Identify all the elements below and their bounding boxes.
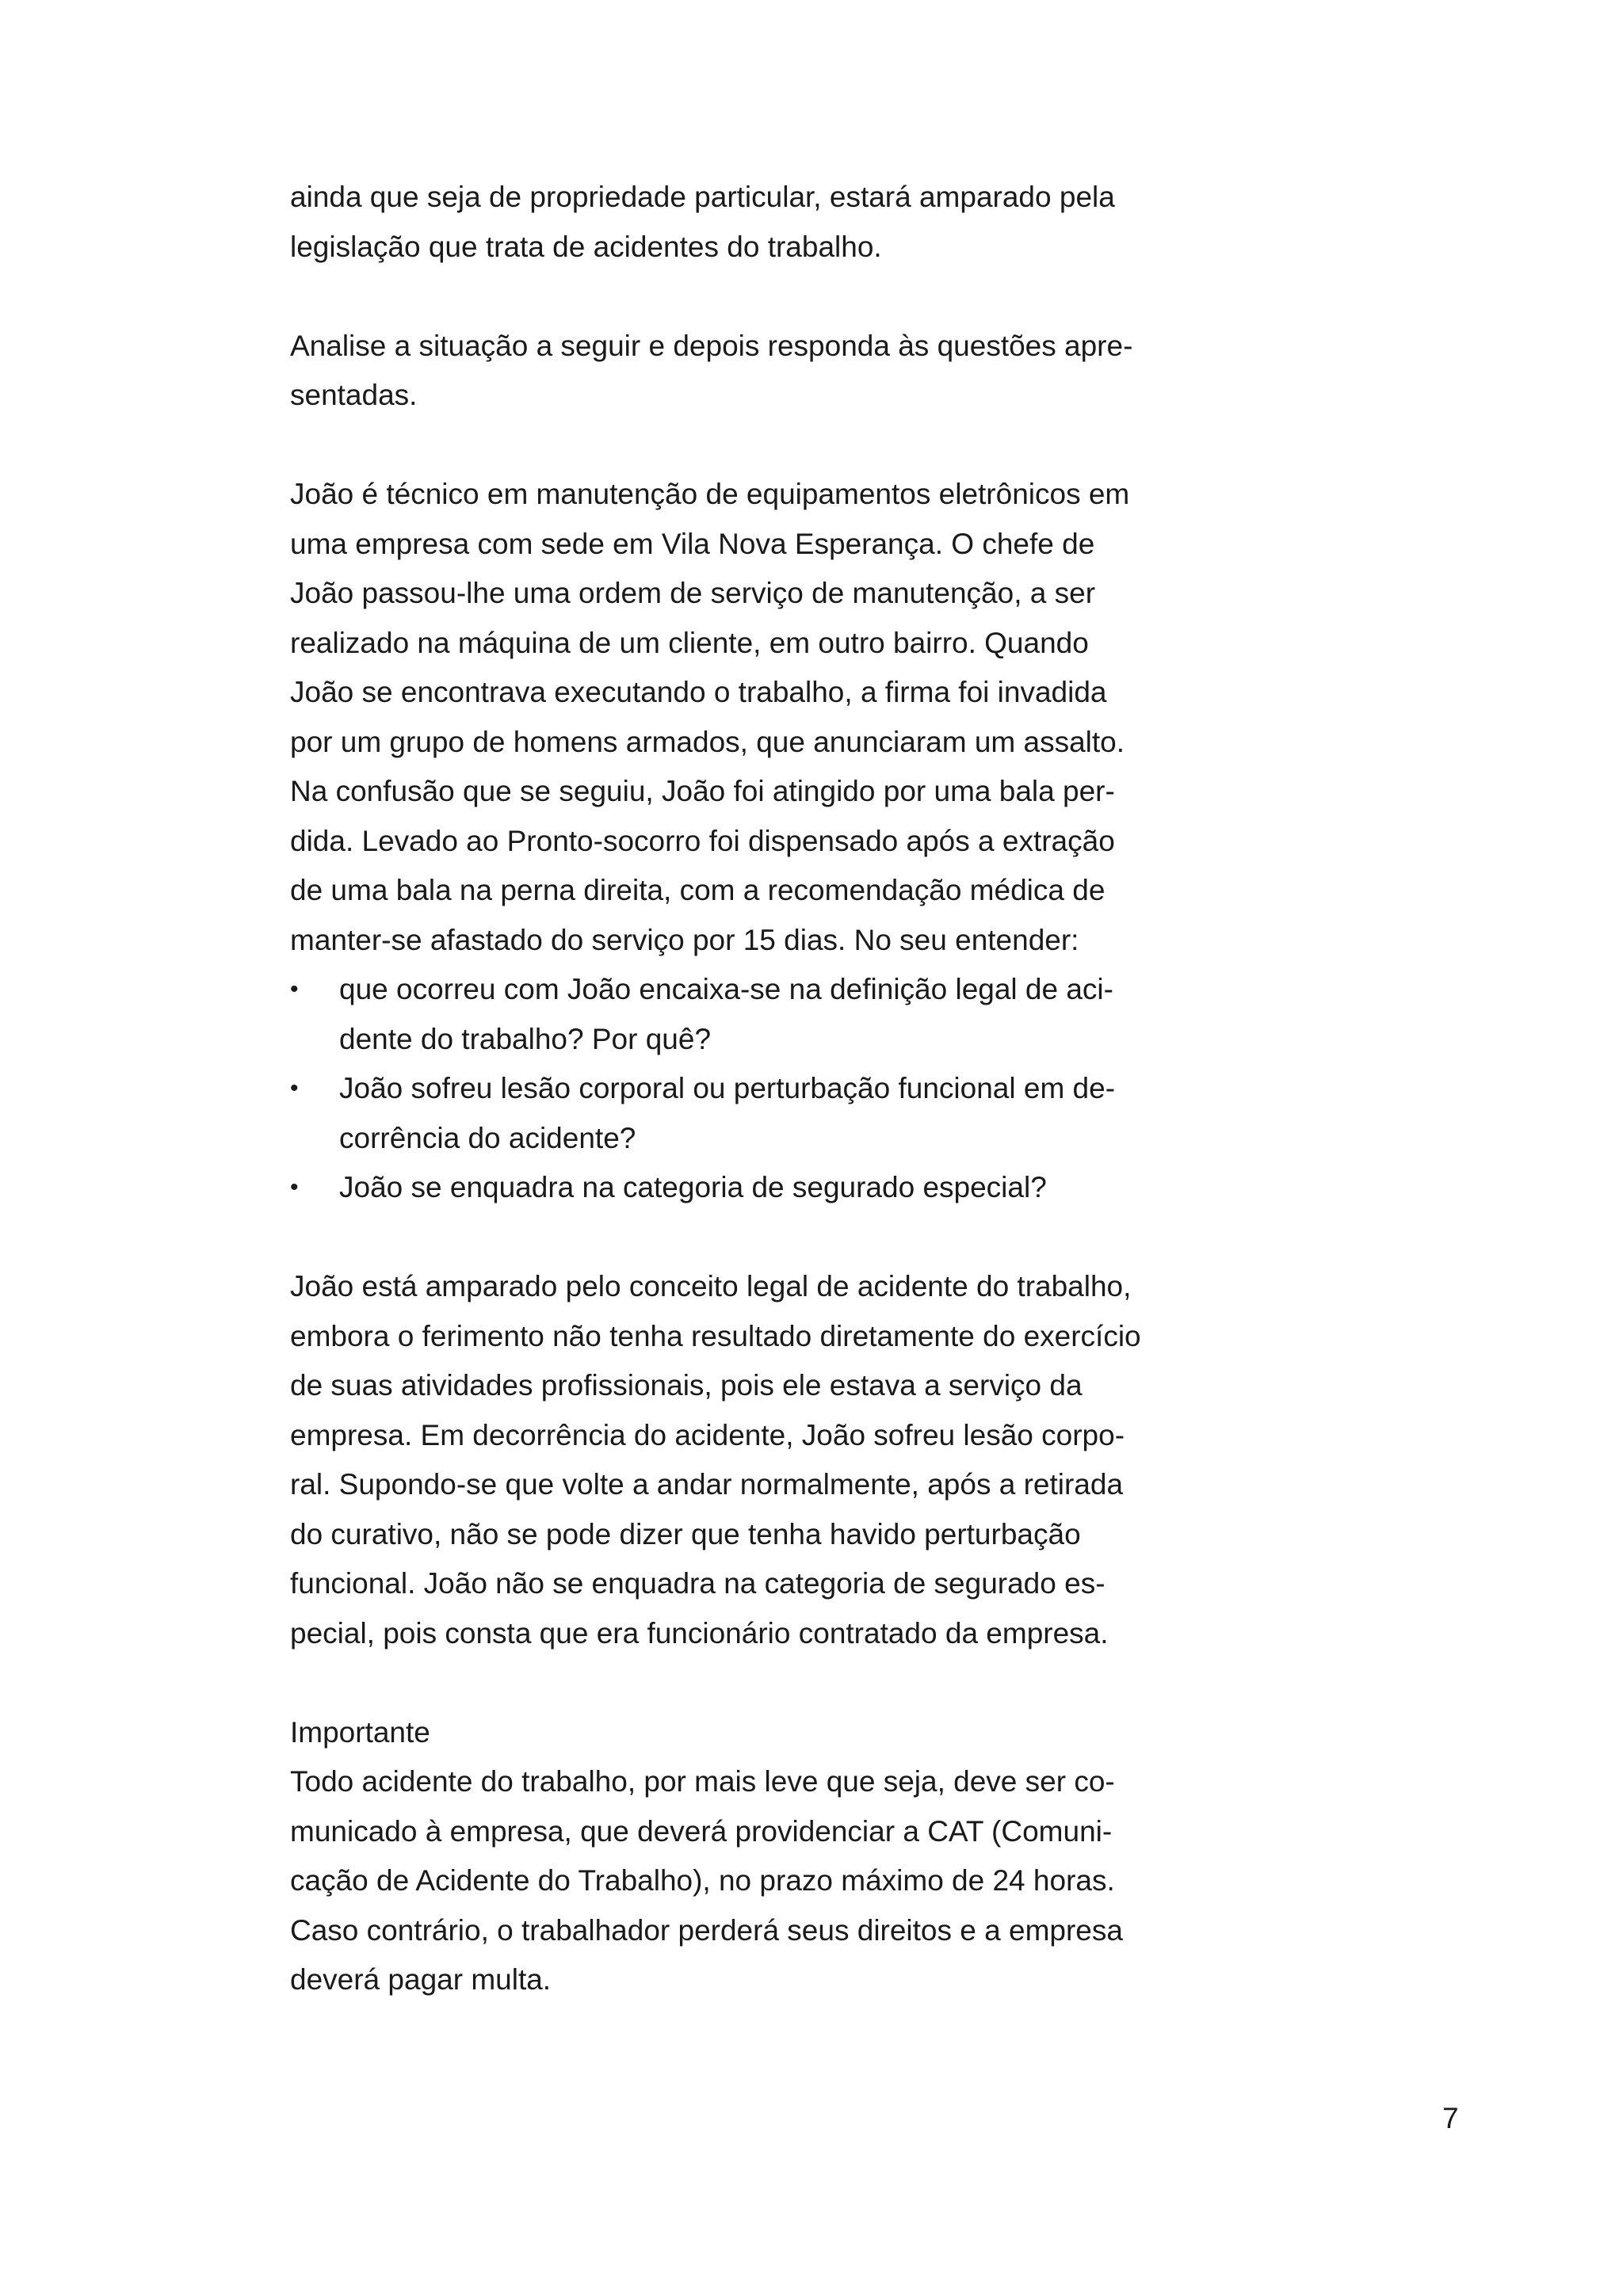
text-line: realizado na máquina de um cliente, em outro bairro. Quando — [290, 626, 1089, 659]
question-item — [290, 1064, 1193, 1163]
text-line: do curativo, não se pode dizer que tenha havido perturbação — [290, 1517, 1081, 1550]
paragraph-instruction — [290, 322, 1193, 421]
text-line: de suas atividades profissionais, pois ele estava a serviço da — [290, 1369, 1083, 1402]
text-line: ainda que seja de propriedade particular, estará amparado pela — [290, 181, 1115, 213]
question-item — [290, 965, 1193, 1064]
text-line: embora o ferimento não tenha resultado diretamente do exercício — [290, 1319, 1141, 1352]
bullet-icon: • — [290, 976, 299, 1002]
text-line: municado à empresa, que deverá providenciar a CAT (Comuni- — [290, 1814, 1113, 1848]
text-line: João está amparado pelo conceito legal de acidente do trabalho, — [290, 1270, 1132, 1302]
text-line: corrência do acidente? — [339, 1121, 636, 1154]
text-line — [290, 1064, 1193, 1114]
important-heading: Importante — [290, 1715, 430, 1749]
text-line: Na confusão que se seguiu, João foi atingido por uma bala per- — [290, 775, 1115, 807]
text-line: de uma bala na perna direita, com a recomendação médica de — [290, 874, 1106, 906]
question-text: que ocorreu com João encaixa-se na definição legal de aci- — [339, 973, 1113, 1005]
text-line: uma empresa com sede em Vila Nova Esperança. O chefe de — [290, 527, 1095, 560]
text-line: pecial, pois consta que era funcionário contratado da empresa. — [290, 1616, 1109, 1650]
page-number: 7 — [1442, 2102, 1459, 2134]
text-line — [290, 965, 1193, 1015]
paragraph-gap — [290, 1213, 1193, 1263]
text-line: ral. Supondo-se que volte a andar normalmente, após a retirada — [290, 1468, 1124, 1501]
paragraph-gap — [290, 272, 1193, 322]
text-line: João se encontrava executando o trabalho, a firma foi invadida — [290, 676, 1107, 708]
text-line: João é técnico em manutenção de equipamentos eletrônicos em — [290, 478, 1130, 510]
question-list — [290, 965, 1193, 1213]
text-line: legislação que trata de acidentes do trabalho. — [290, 230, 882, 263]
text-line — [290, 1163, 1193, 1213]
text-line: por um grupo de homens armados, que anunciaram um assalto. — [290, 725, 1125, 758]
question-text: João se enquadra na categoria de segurado especial? — [339, 1171, 1047, 1203]
text-line: manter-se afastado do serviço por 15 dias. No seu entender: — [290, 923, 1079, 956]
page-content — [290, 173, 1193, 2005]
paragraph-case-study — [290, 470, 1193, 965]
paragraph-gap — [290, 421, 1193, 471]
text-line: Analise a situação a seguir e depois responda às questões apre- — [290, 329, 1133, 362]
bullet-icon: • — [290, 1174, 299, 1200]
important-note — [290, 1708, 1193, 2005]
text-line: deverá pagar multa. — [290, 1963, 552, 1996]
paragraph-answer — [290, 1262, 1193, 1658]
text-line: Todo acidente do trabalho, por mais leve que seja, deve ser co- — [290, 1765, 1115, 1798]
bullet-icon: • — [290, 1075, 299, 1101]
question-item — [290, 1163, 1193, 1213]
text-line: empresa. Em decorrência do acidente, João sofreu lesão corpo- — [290, 1418, 1125, 1451]
text-line: sentadas. — [290, 379, 418, 411]
text-line: Caso contrário, o trabalhador perderá seus direitos e a empresa — [290, 1913, 1123, 1947]
paragraph-intro-continuation — [290, 173, 1193, 272]
text-line: dida. Levado ao Pronto-socorro foi dispensado após a extração — [290, 824, 1115, 857]
text-line: João passou-lhe uma ordem de serviço de manutenção, a ser — [290, 577, 1096, 609]
question-text: João sofreu lesão corporal ou perturbação funcional em de- — [339, 1072, 1116, 1104]
text-line: cação de Acidente do Trabalho), no prazo máximo de 24 horas. — [290, 1864, 1115, 1897]
text-line: dente do trabalho? Por quê? — [339, 1022, 712, 1055]
paragraph-gap — [290, 1658, 1193, 1708]
text-line: funcional. João não se enquadra na categoria de segurado es- — [290, 1567, 1106, 1600]
